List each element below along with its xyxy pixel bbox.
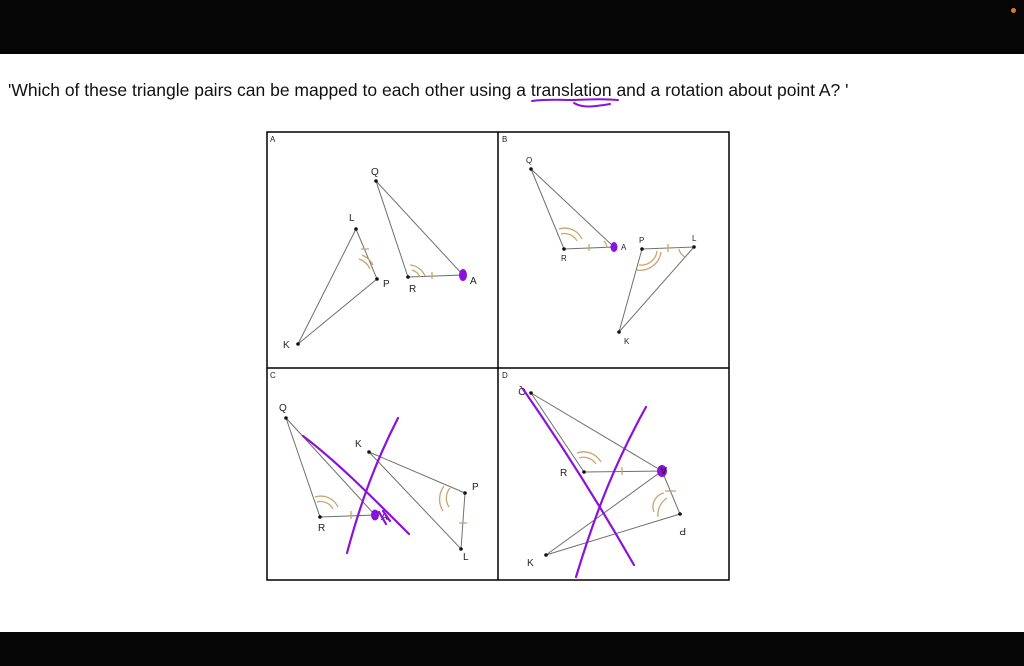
panel-c-label-q: Q bbox=[279, 403, 287, 414]
panel-c-label-a: A bbox=[381, 512, 388, 523]
underlined-word bbox=[531, 80, 612, 101]
panel-b-label-a: A bbox=[621, 243, 627, 252]
panel-b-label: B bbox=[502, 135, 508, 144]
panel-b-point-a-marker bbox=[611, 242, 618, 252]
panel-b-label-p: P bbox=[639, 236, 645, 245]
question-text bbox=[8, 80, 848, 101]
panel-b-label-q: Q bbox=[526, 156, 533, 165]
panel-b-label-k: K bbox=[624, 337, 630, 346]
panel-d-label-k: K bbox=[527, 558, 534, 569]
panel-a-label-l: L bbox=[349, 213, 355, 224]
recording-indicator-icon bbox=[1011, 8, 1016, 13]
panel-d-label-r: R bbox=[560, 468, 568, 479]
panel-d-label: D bbox=[502, 371, 508, 380]
panel-a-label: A bbox=[270, 135, 276, 144]
panel-a-label-q: Q bbox=[371, 167, 379, 178]
panel-c-label: C bbox=[270, 371, 276, 380]
panel-d-label-a: A bbox=[660, 464, 667, 475]
triangle-pairs-figure bbox=[266, 131, 730, 581]
panel-c-label-l: L bbox=[463, 552, 469, 563]
question-after: and a rotation about point A? ' bbox=[611, 80, 849, 100]
panel-c-label-k: K bbox=[355, 439, 362, 450]
panel-c-point-a-marker bbox=[371, 510, 379, 521]
panel-d-label-p: P bbox=[679, 525, 686, 536]
bottom-black-bar bbox=[0, 632, 1024, 666]
panel-c-label-p: P bbox=[472, 482, 479, 493]
panel-a-label-a: A bbox=[470, 276, 477, 287]
purple-underline-annotation bbox=[530, 97, 622, 109]
panel-a-label-r: R bbox=[409, 284, 417, 295]
panel-c-label-r: R bbox=[318, 523, 326, 534]
panel-d-label-q: Q bbox=[518, 385, 526, 396]
panel-b-label-l: L bbox=[692, 234, 697, 243]
question-highlight: translation bbox=[530, 80, 612, 100]
top-black-bar bbox=[0, 0, 1024, 54]
panel-b-label-r: R bbox=[561, 254, 567, 263]
question-before: 'Which of these triangle pairs can be mapped to each other using a bbox=[8, 80, 531, 100]
panel-a-label-p: P bbox=[383, 279, 390, 290]
panel-a-label-k: K bbox=[283, 340, 290, 351]
panel-a-point-a-marker bbox=[459, 269, 467, 281]
